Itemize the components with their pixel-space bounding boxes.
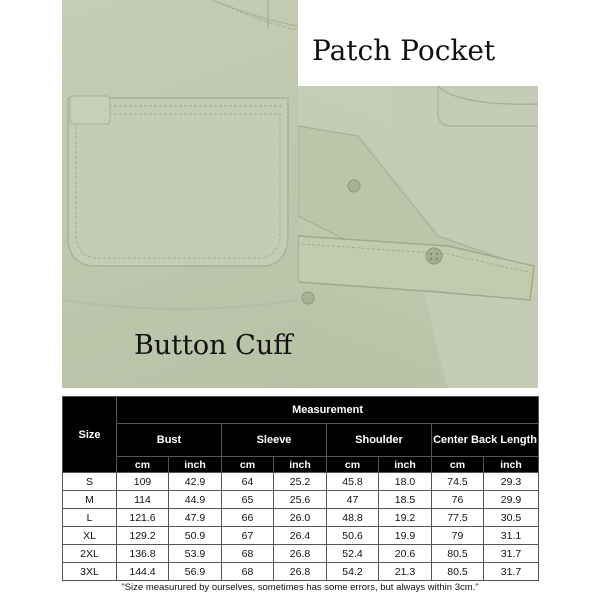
button-cuff-caption: Button Cuff (134, 330, 293, 361)
sleeve-inch-cell: 26.8 (274, 563, 327, 581)
sleeve-cm-cell: 66 (222, 509, 274, 527)
length-cm-cell: 77.5 (432, 509, 484, 527)
sleeve-inch-cell: 26.8 (274, 545, 327, 563)
shoulder-inch-cell: 18.0 (379, 473, 432, 491)
size-column-header: Size (63, 397, 117, 473)
length-inch-cell: 31.1 (484, 527, 539, 545)
length-cm-cell: 76 (432, 491, 484, 509)
unit-inch: inch (169, 457, 222, 473)
patch-pocket-caption: Patch Pocket (312, 34, 496, 67)
button-cuff-photo (298, 86, 538, 388)
bust-cm-cell: 144.4 (117, 563, 169, 581)
shoulder-inch-cell: 18.5 (379, 491, 432, 509)
table-row (63, 527, 539, 545)
unit-cm: cm (327, 457, 379, 473)
sleeve-cm-cell: 64 (222, 473, 274, 491)
shoulder-inch-cell: 19.2 (379, 509, 432, 527)
size-cell: S (63, 473, 117, 491)
shoulder-header: Shoulder (327, 424, 432, 457)
length-inch-cell: 29.9 (484, 491, 539, 509)
sleeve-inch-cell: 25.2 (274, 473, 327, 491)
table-row (63, 473, 539, 491)
shoulder-inch-cell: 20.6 (379, 545, 432, 563)
table-row (63, 545, 539, 563)
unit-cm: cm (117, 457, 169, 473)
length-inch-cell: 30.5 (484, 509, 539, 527)
sleeve-cm-cell: 65 (222, 491, 274, 509)
sleeve-cm-cell: 68 (222, 563, 274, 581)
length-inch-cell: 29.3 (484, 473, 539, 491)
bust-cm-cell: 136.8 (117, 545, 169, 563)
bust-cm-cell: 114 (117, 491, 169, 509)
sleeve-inch-cell: 25.6 (274, 491, 327, 509)
sleeve-cm-cell: 68 (222, 545, 274, 563)
sleeve-inch-cell: 26.0 (274, 509, 327, 527)
bust-header: Bust (117, 424, 222, 457)
size-chart (62, 396, 538, 593)
bust-inch-cell: 47.9 (169, 509, 222, 527)
size-cell: M (63, 491, 117, 509)
size-cell: L (63, 509, 117, 527)
bust-cm-cell: 129.2 (117, 527, 169, 545)
sleeve-button (348, 180, 360, 192)
sleeve-header: Sleeve (222, 424, 327, 457)
measurement-header: Measurement (117, 397, 539, 424)
length-cm-cell: 79 (432, 527, 484, 545)
table-row (63, 563, 539, 581)
bust-inch-cell: 50.9 (169, 527, 222, 545)
unit-inch: inch (484, 457, 539, 473)
shoulder-cm-cell: 52.4 (327, 545, 379, 563)
measurement-note: "Size measurured by ourselves, sometimes has some errors, but always within 3cm." (121, 582, 479, 593)
shoulder-cm-cell: 54.2 (327, 563, 379, 581)
size-cell: 3XL (63, 563, 117, 581)
length-inch-cell: 31.7 (484, 545, 539, 563)
unit-inch: inch (274, 457, 327, 473)
size-cell: XL (63, 527, 117, 545)
shoulder-inch-cell: 21.3 (379, 563, 432, 581)
bust-inch-cell: 42.9 (169, 473, 222, 491)
unit-cm: cm (432, 457, 484, 473)
bust-cm-cell: 121.6 (117, 509, 169, 527)
bust-cm-cell: 109 (117, 473, 169, 491)
bust-inch-cell: 56.9 (169, 563, 222, 581)
size-cell: 2XL (63, 545, 117, 563)
center-back-length-header: Center Back Length (432, 424, 539, 457)
length-cm-cell: 80.5 (432, 545, 484, 563)
length-cm-cell: 80.5 (432, 563, 484, 581)
table-row (63, 509, 539, 527)
table-row (63, 491, 539, 509)
shoulder-cm-cell: 45.8 (327, 473, 379, 491)
size-table (62, 396, 539, 581)
shoulder-cm-cell: 48.8 (327, 509, 379, 527)
shoulder-inch-cell: 19.9 (379, 527, 432, 545)
length-cm-cell: 74.5 (432, 473, 484, 491)
shoulder-cm-cell: 50.6 (327, 527, 379, 545)
shoulder-cm-cell: 47 (327, 491, 379, 509)
sleeve-cm-cell: 67 (222, 527, 274, 545)
unit-inch: inch (379, 457, 432, 473)
length-inch-cell: 31.7 (484, 563, 539, 581)
bust-inch-cell: 53.9 (169, 545, 222, 563)
sleeve-inch-cell: 26.4 (274, 527, 327, 545)
cuff-button (426, 248, 442, 264)
unit-cm: cm (222, 457, 274, 473)
button-cuff-illustration (298, 86, 538, 388)
bust-inch-cell: 44.9 (169, 491, 222, 509)
